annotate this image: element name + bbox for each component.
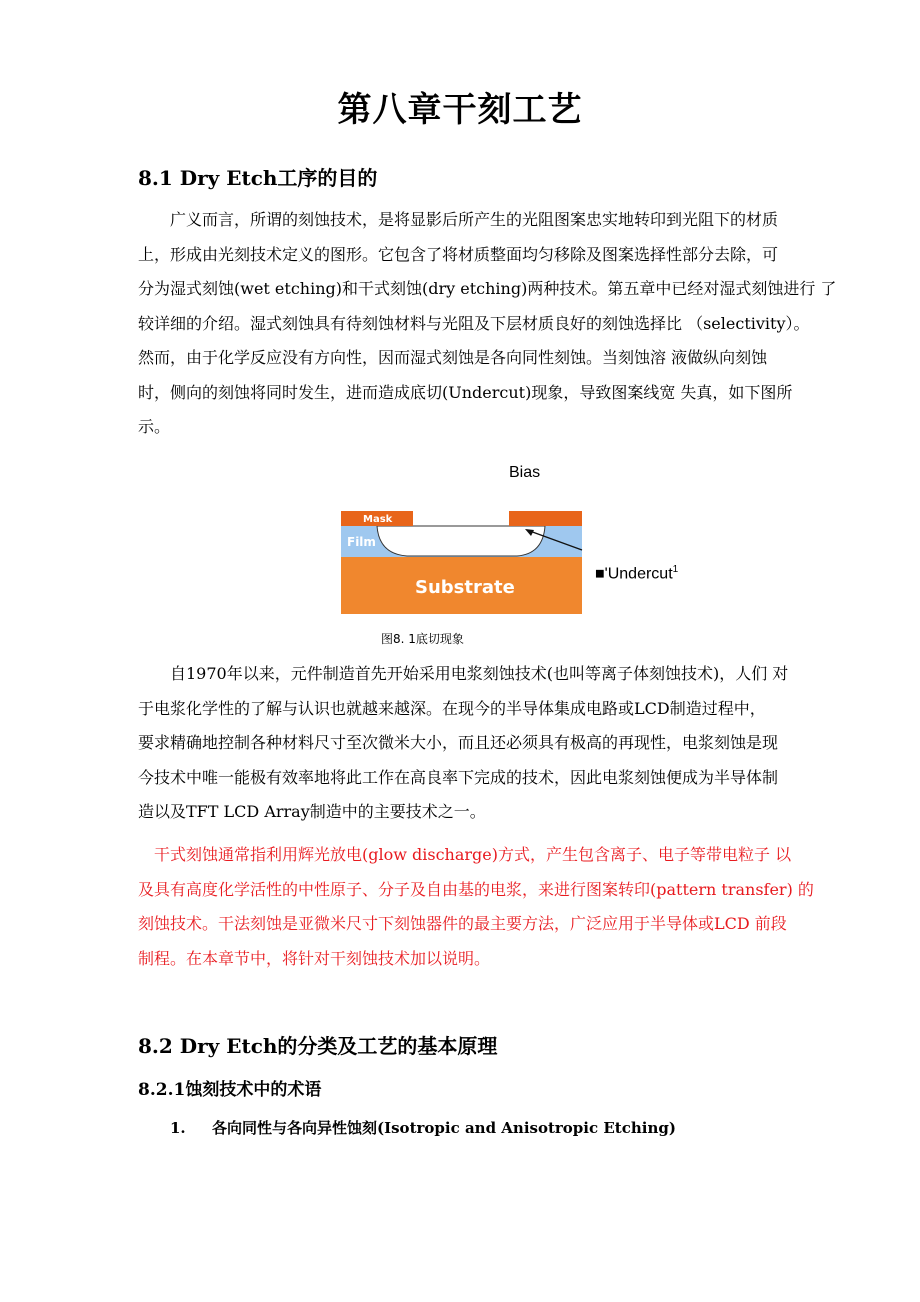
text-line: 上，形成由光刻技术定义的图形。它包含了将材质整面均匀移除及图案选择性部分去除，可 — [138, 244, 779, 264]
mask-label: Mask — [363, 514, 393, 525]
text-line: 于电浆化学性的了解与认识也就越来越深。在现今的半导体集成电路或LCD制造过程中， — [138, 698, 766, 718]
undercut-cavity — [377, 526, 545, 556]
text-line: 广义而言，所谓的刻蚀技术，是将显影后所产生的光阻图案忠实地转印到光阻下的材质 — [170, 210, 779, 229]
mask-right — [509, 511, 582, 526]
paragraph-intro — [138, 203, 837, 445]
undercut-diagram — [341, 510, 583, 616]
chapter-title: 第八章干刻工艺 — [337, 90, 583, 130]
text-line: 示。 — [138, 417, 171, 436]
text-line: 然而，由于化学反应没有方向性，因而湿式刻蚀是各向同性刻蚀。当刻蚀溶 液做纵向刻蚀 — [138, 348, 768, 367]
paragraph-dry-etch-definition — [138, 838, 814, 976]
list-item-number: 1. — [170, 1119, 186, 1137]
list-item-text: 各向同性与各向异性蚀刻(Isotropic and Anisotropic Etching) — [212, 1119, 676, 1137]
text-line: 制程。在本章节中，将针对干刻蚀技术加以说明。 — [138, 948, 491, 968]
section-heading-8-1: 8.1 Dry Etch工序的目的 — [138, 166, 378, 190]
text-line: 时，侧向的刻蚀将同时发生，进而造成底切(Undercut)现象，导致图案线宽 失真，如下图所 — [138, 382, 793, 402]
text-line: 分为湿式刻蚀(wet etching)和干式刻蚀(dry etching)两种技术。第五章中已经对湿式刻蚀进行 了 — [138, 279, 837, 298]
substrate-label: Substrate — [415, 577, 515, 598]
text-line: 干式刻蚀通常指利用辉光放电(glow discharge)方式，产生包含离子、电子等带电粒子 以 — [154, 845, 792, 864]
subsection-heading-8-2-1: 8.2.1蚀刻技术中的术语 — [138, 1080, 322, 1100]
undercut-label: ■'Undercut$^1$ — [595, 564, 679, 583]
section-heading-8-2: 8.2 Dry Etch的分类及工艺的基本原理 — [138, 1034, 498, 1058]
text-line: 及具有高度化学活性的中性原子、分子及自由基的电浆，来进行图案转印(pattern transfer) 的 — [138, 879, 814, 899]
paragraph-plasma-history — [138, 657, 794, 830]
text-line: 要求精确地控制各种材料尺寸至次微米大小，而且还必须具有极高的再现性，电浆刻蚀是现 — [138, 733, 779, 752]
bias-label: Bias — [509, 464, 541, 481]
text-line: 造以及TFT LCD Array制造中的主要技术之一。 — [138, 802, 486, 821]
text-line: 较详细的介绍。湿式刻蚀具有待刻蚀材料与光阻及下层材质良好的刻蚀选择比 （selectivity）。 — [138, 313, 810, 333]
figure-caption: 图8. 1底切现象 — [381, 632, 464, 646]
film-label: Film — [347, 535, 376, 549]
text-line: 刻蚀技术。干法刻蚀是亚微米尺寸下刻蚀器件的最主要方法，广泛应用于半导体或LCD 前段 — [138, 914, 787, 933]
text-line: 今技术中唯一能极有效率地将此工作在高良率下完成的技术，因此电浆刻蚀便成为半导体制 — [138, 767, 779, 787]
text-line: 自1970年以来，元件制造首先开始采用电浆刻蚀技术(也叫等离子体刻蚀技术)，人们 对 — [170, 664, 789, 683]
undercut-figure — [341, 462, 741, 652]
list-item — [170, 1117, 676, 1138]
